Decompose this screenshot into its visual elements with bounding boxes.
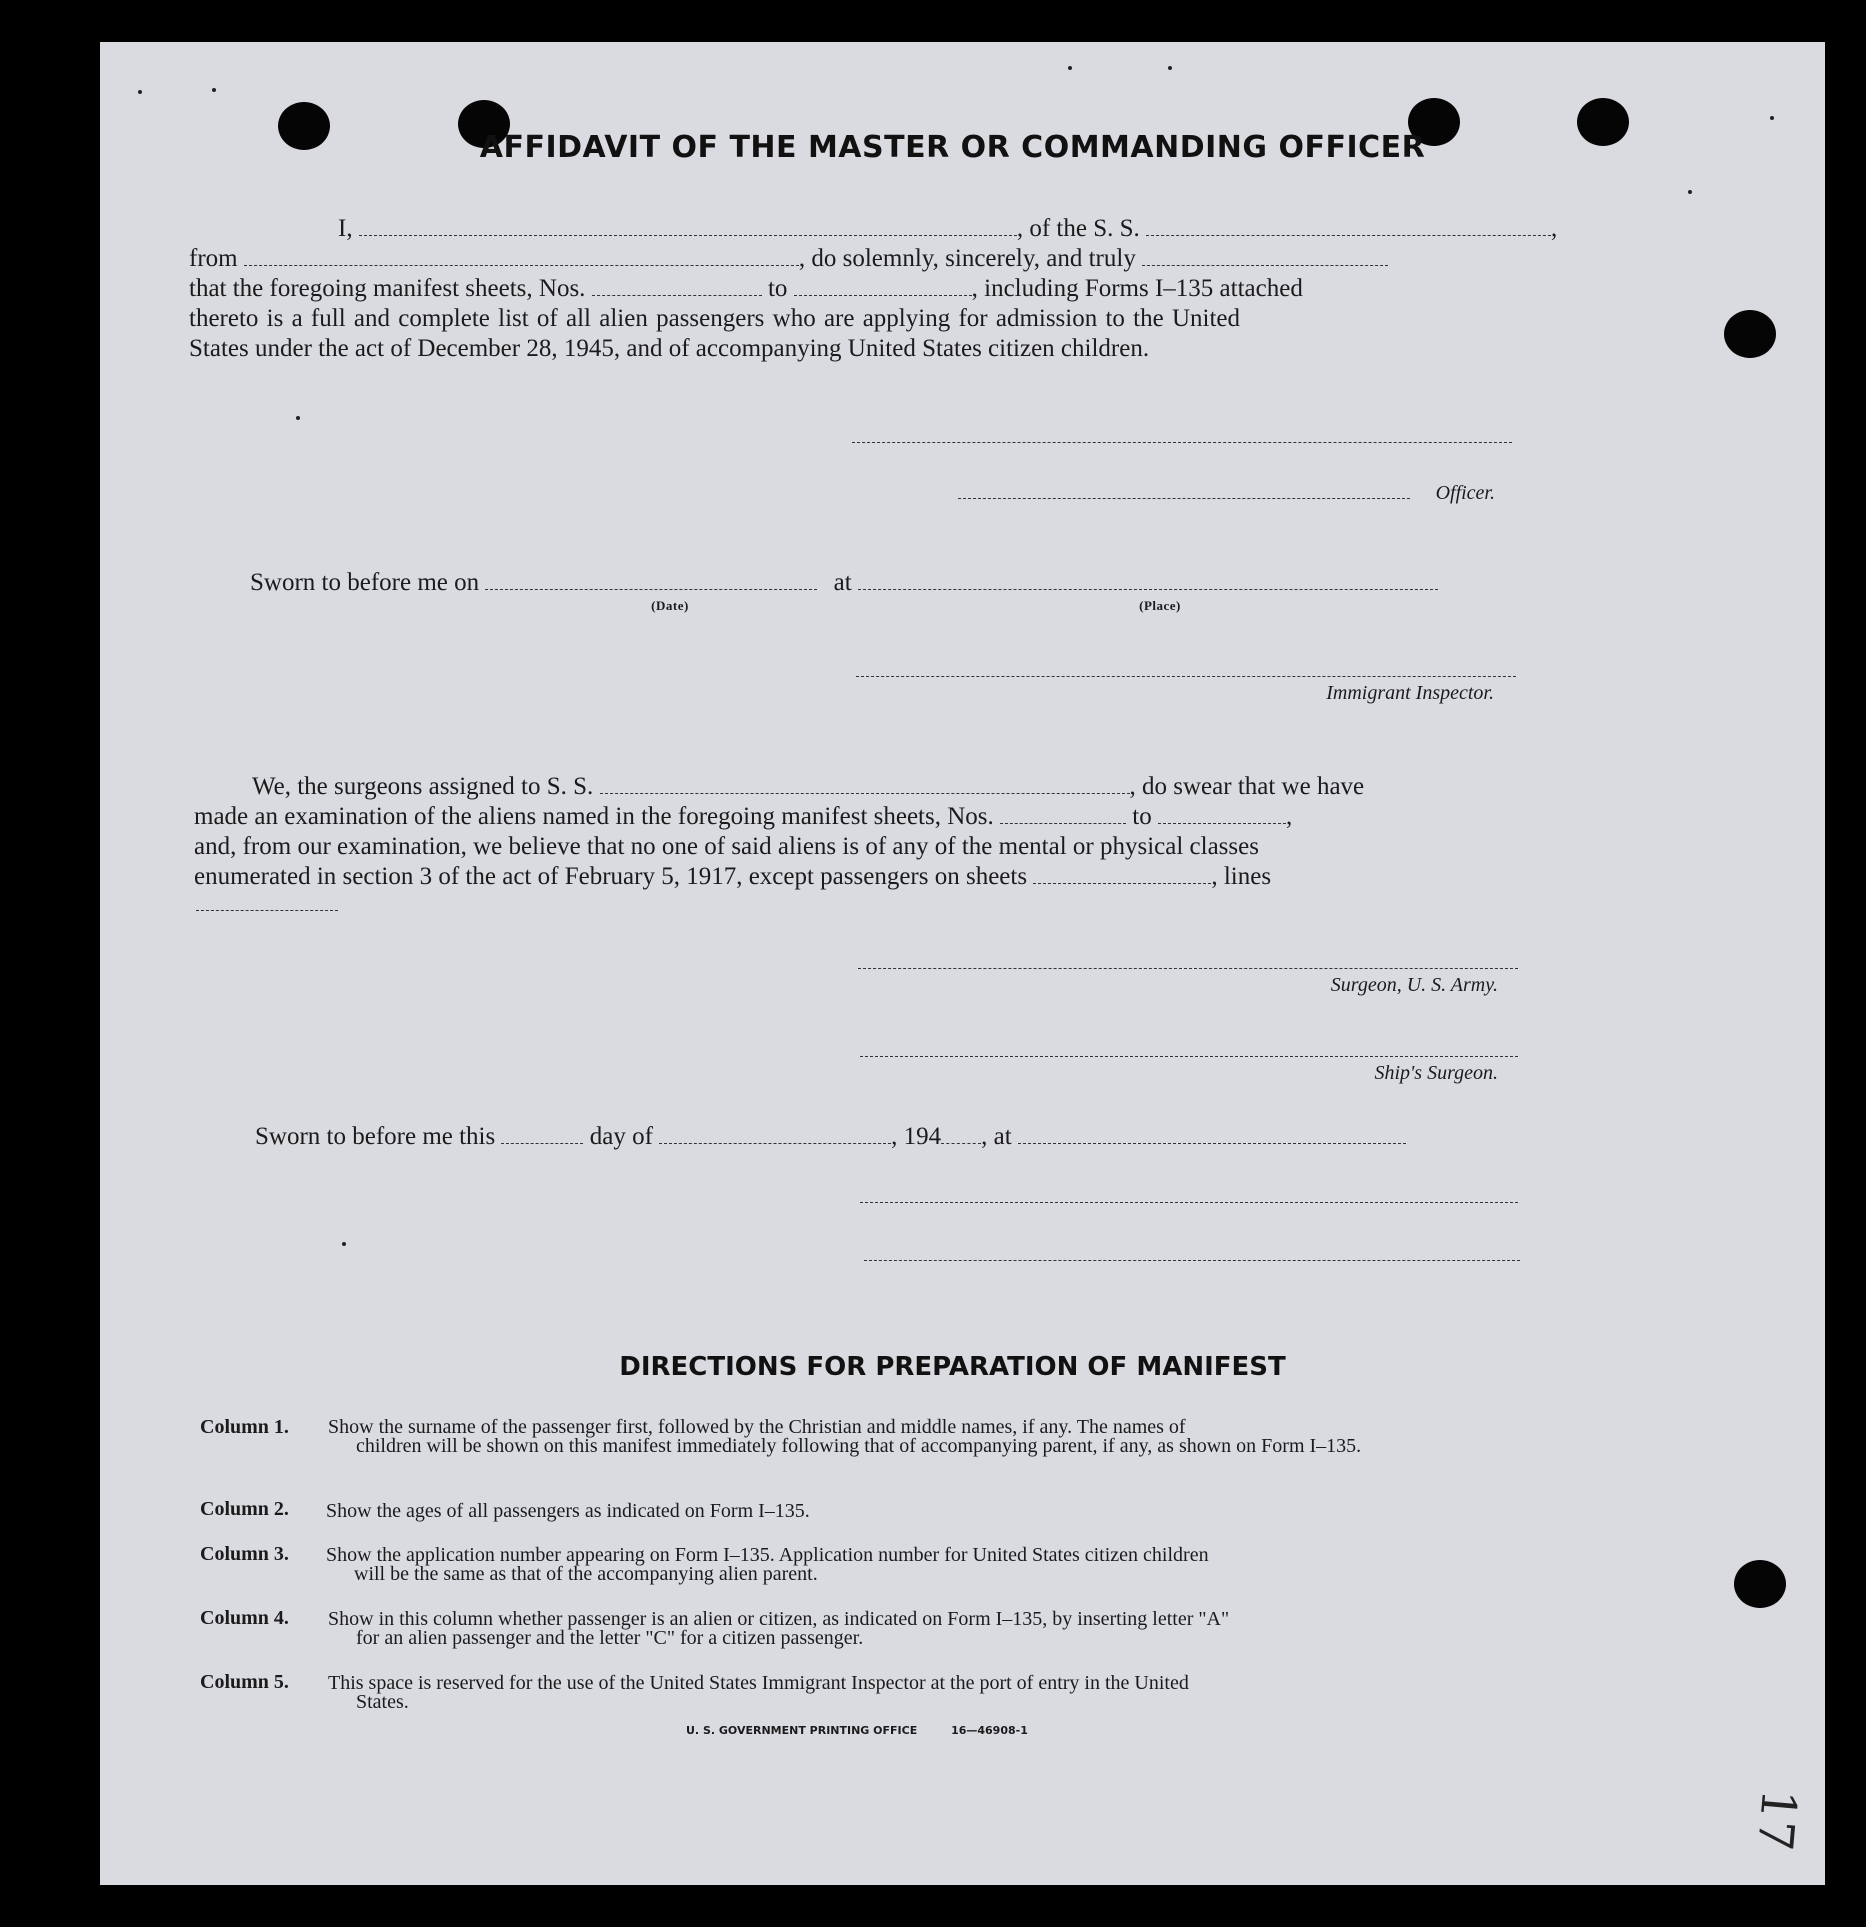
scan-speck <box>1068 66 1072 70</box>
affidavit-text: , including Forms I–135 attached <box>971 275 1303 302</box>
column-5-label: Column 5. <box>200 1671 289 1693</box>
column-5-rest: States. <box>356 1691 409 1713</box>
column-4-first-line: Show in this column whether passenger is an alien or citizen, as indicated on Form I–135, by inserting letter "A" <box>328 1608 1230 1630</box>
sworn-text: at <box>833 569 852 596</box>
surgeons-text: , do swear that we have <box>1129 773 1365 800</box>
inspector-signature-line[interactable] <box>856 676 1516 677</box>
column-3-label: Column 3. <box>200 1543 289 1565</box>
affidavit-text: , <box>1551 215 1558 242</box>
sworn-text: Sworn to before me on <box>250 569 480 596</box>
surgeons-text: We, the surgeons assigned to S. S. <box>252 773 594 800</box>
sworn-place-field[interactable] <box>858 569 1438 590</box>
sworn-date-field[interactable] <box>485 569 817 590</box>
sheet-to-field[interactable] <box>794 275 972 296</box>
sheet-from-field[interactable] <box>592 275 762 296</box>
sworn-year-field[interactable] <box>941 1123 981 1144</box>
surgeons-line-1 <box>252 772 1364 802</box>
surgeons-text: , lines <box>1211 863 1272 890</box>
ships-surgeon-signature-line[interactable] <box>860 1056 1518 1057</box>
sworn-text: day of <box>589 1123 653 1150</box>
ship-name-field[interactable] <box>1146 215 1551 236</box>
witness-title-line[interactable] <box>864 1260 1520 1261</box>
place-caption: (Place) <box>1139 598 1181 613</box>
directions-title: DIRECTIONS FOR PREPARATION OF MANIFEST <box>619 1352 1286 1382</box>
officer-name-line[interactable] <box>958 498 1410 499</box>
surgeons-sheet-from-field[interactable] <box>1000 803 1126 824</box>
column-2-first-line: Show the ages of all passengers as indicated on Form I–135. <box>326 1500 810 1522</box>
ships-surgeon-label: Ship's Surgeon. <box>1374 1062 1498 1084</box>
inspector-label: Immigrant Inspector. <box>1326 682 1494 704</box>
surgeons-line-2 <box>194 802 1292 832</box>
surgeons-line-3: and, from our examination, we believe that no one of said aliens is of any of the mental or physical classes <box>194 833 1259 860</box>
sworn-day-field[interactable] <box>501 1123 583 1144</box>
affidavit-line-1 <box>240 214 1557 244</box>
date-caption: (Date) <box>651 598 689 613</box>
affidavit-text: that the foregoing manifest sheets, Nos. <box>189 275 586 302</box>
printer-name: U. S. GOVERNMENT PRINTING OFFICE <box>686 1724 918 1737</box>
scan-speck <box>1770 116 1774 120</box>
column-4-text <box>328 1610 1628 1648</box>
column-3-rest: will be the same as that of the accompanying alien parent. <box>354 1563 818 1585</box>
sworn-text: , at <box>981 1123 1012 1150</box>
printer-imprint <box>686 1724 1028 1737</box>
affidavit-text: from <box>189 245 238 272</box>
column-3-text <box>326 1546 1626 1584</box>
column-4-label: Column 4. <box>200 1607 289 1629</box>
column-3-first-line: Show the application number appearing on Form I–135. Application number for United States citizen children <box>326 1544 1209 1566</box>
column-5-first-line: This space is reserved for the use of the United States Immigrant Inspector at the port of entry in the United <box>328 1672 1189 1694</box>
surgeons-sheet-to-field[interactable] <box>1158 803 1286 824</box>
master-name-field[interactable] <box>359 215 1017 236</box>
column-2-label: Column 2. <box>200 1498 289 1520</box>
sworn-month-field[interactable] <box>659 1123 891 1144</box>
affidavit-line-5: States under the act of December 28, 1945, and of accompanying United States citizen children. <box>189 335 1150 362</box>
excepted-lines-field[interactable] <box>196 910 338 911</box>
army-surgeon-signature-line[interactable] <box>858 968 1518 969</box>
sworn-surgeons-line <box>255 1122 1406 1152</box>
column-4-rest: for an alien passenger and the letter "C" for a citizen passenger. <box>356 1627 864 1649</box>
departure-port-field[interactable] <box>244 245 799 266</box>
column-1-rest: children will be shown on this manifest immediately following that of accompanying parent, if any, as shown on Form I–135. <box>356 1435 1362 1457</box>
scan-speck <box>1688 190 1692 194</box>
surgeons-ship-field[interactable] <box>600 773 1130 794</box>
witness-signature-line[interactable] <box>860 1202 1518 1203</box>
sworn-text: , 194 <box>891 1123 942 1150</box>
surgeons-line-4 <box>194 862 1271 892</box>
scan-speck <box>342 1242 346 1246</box>
scan-speck <box>296 416 300 420</box>
sworn-text: Sworn to before me this <box>255 1123 496 1150</box>
column-5-text <box>328 1674 1628 1712</box>
excepted-sheets-field[interactable] <box>1033 863 1211 884</box>
punch-hole <box>1724 310 1776 358</box>
scan-speck <box>212 88 216 92</box>
affidavit-text: I, <box>338 215 353 242</box>
column-1-label: Column 1. <box>200 1416 289 1438</box>
affidavit-text: , of the S. S. <box>1016 215 1140 242</box>
affidavit-line-3 <box>189 274 1303 304</box>
punch-hole <box>1734 1560 1786 1608</box>
document-page <box>100 42 1825 1885</box>
scan-speck <box>138 90 142 94</box>
sworn-place-field-2[interactable] <box>1018 1123 1406 1144</box>
page-title: AFFIDAVIT OF THE MASTER OR COMMANDING OFFICER <box>479 130 1426 165</box>
army-surgeon-label: Surgeon, U. S. Army. <box>1330 974 1498 996</box>
officer-label: Officer. <box>1435 482 1495 504</box>
surgeons-text: made an examination of the aliens named in the foregoing manifest sheets, Nos. <box>194 803 994 830</box>
affidavit-line-2 <box>189 244 1388 274</box>
handwritten-page-number: 17 <box>1745 1787 1808 1853</box>
scan-speck <box>1168 66 1172 70</box>
column-1-text <box>328 1418 1628 1456</box>
surgeons-text: enumerated in section 3 of the act of February 5, 1917, except passengers on sheets <box>194 863 1028 890</box>
affidavit-text: , do solemnly, sincerely, and truly <box>798 245 1136 272</box>
sworn-inspector-line <box>250 568 1438 598</box>
form-number: 16—46908-1 <box>951 1724 1028 1737</box>
column-1-first-line: Show the surname of the passenger first, followed by the Christian and middle names, if any. The names of <box>328 1416 1186 1438</box>
column-2-text <box>326 1502 1626 1521</box>
surgeons-text: , <box>1285 803 1293 830</box>
affidavit-text: to <box>767 275 788 302</box>
surgeons-text: to <box>1132 803 1152 830</box>
officer-signature-line[interactable] <box>852 442 1512 443</box>
oath-type-field[interactable] <box>1142 245 1388 266</box>
affidavit-line-4: thereto is a full and complete list of all alien passengers who are applying for admission to the United <box>189 305 1241 332</box>
